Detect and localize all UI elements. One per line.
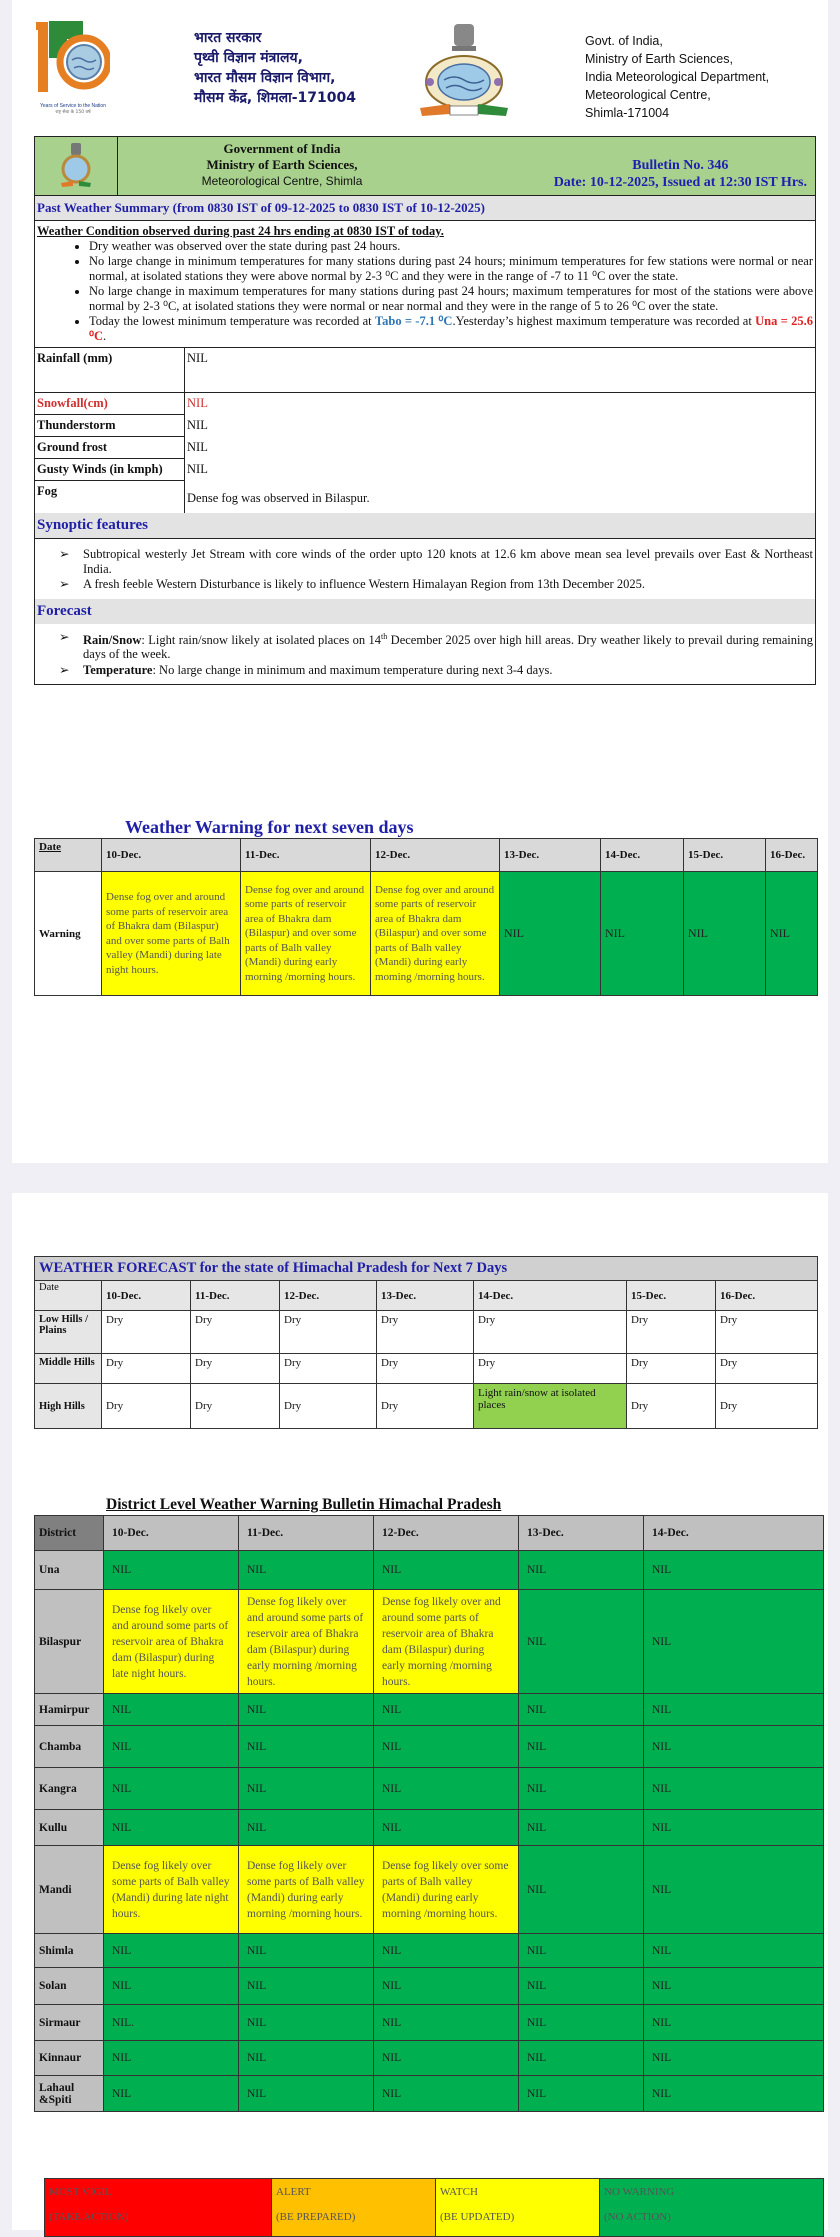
condition-item-extremes <box>89 314 813 343</box>
district-warning-cell: NIL <box>519 1968 644 2005</box>
district-warning-cell: NIL <box>644 1551 824 1590</box>
warning-cell: NIL <box>766 872 818 996</box>
district-name: Chamba <box>35 1726 104 1768</box>
forecast-row <box>35 1354 818 1384</box>
bulletin-number: Bulletin No. 346 <box>632 158 729 173</box>
imd-150-years-logo <box>36 18 110 116</box>
bulletin-meta <box>554 157 807 191</box>
district-warning-cell: NIL <box>239 1694 374 1726</box>
synoptic-item <box>59 547 813 576</box>
forecast-item-rain <box>59 629 813 662</box>
synoptic-text: Subtropical westerly Jet Stream with core winds of the order upto 120 knots at 12.6 km above mean sea level prevails over East & Northeast India. <box>83 547 813 576</box>
english-line: Govt. of India, <box>585 34 663 48</box>
district-warning-cell: NIL <box>644 1846 824 1934</box>
district-warning-cell: NIL <box>239 2076 374 2112</box>
district-warning-cell: NIL <box>374 1694 519 1726</box>
date-col: 14-Dec. <box>644 1516 824 1551</box>
forecast-cell: Dry <box>377 1354 474 1384</box>
warning-cell: NIL <box>684 872 766 996</box>
district-name: Kullu <box>35 1810 104 1846</box>
hindi-address <box>194 28 356 108</box>
condition-title: Weather Condition observed during past 24 hrs ending at 0830 IST of today. <box>37 224 444 238</box>
warning-cell: Dense fog over and around some parts of reservoir area of Bhakra dam (Bilaspur) and over some parts of Balh valley (Mandi) during late night hours. <box>102 872 241 996</box>
bulletin-header <box>35 137 815 196</box>
district-warning-cell: NIL <box>644 1768 824 1810</box>
obs-value: NIL <box>187 462 208 476</box>
district-warning-cell: NIL <box>519 1694 644 1726</box>
date-col: 11-Dec. <box>191 1281 280 1311</box>
district-warning-cell: NIL <box>374 2041 519 2076</box>
obs-label: Ground frost <box>35 437 185 459</box>
district-warning-cell: NIL <box>374 1768 519 1810</box>
forecast-row <box>35 1384 818 1429</box>
district-warning-cell: NIL. <box>104 2005 239 2041</box>
date-col: 15-Dec. <box>627 1281 716 1311</box>
district-warning-cell: Dense fog likely over some parts of Balh valley (Mandi) during early morning /morning hours. <box>374 1846 519 1934</box>
arrow-bullet-icon: ➢ <box>59 547 70 561</box>
region-label: Middle Hills <box>35 1354 102 1384</box>
obs-ground-frost <box>35 437 815 459</box>
obs-value: NIL <box>187 351 208 365</box>
district-row <box>35 1694 824 1726</box>
date-col: 16-Dec. <box>716 1281 818 1311</box>
legend-title: NO WARNING <box>604 2186 675 2198</box>
warning-row <box>35 872 818 996</box>
forecast-cell: Dry <box>280 1354 377 1384</box>
page-2 <box>12 1193 828 2230</box>
district-row <box>35 1968 824 2005</box>
district-warning-cell: NIL <box>104 1934 239 1968</box>
small-emblem <box>35 137 118 195</box>
obs-label: Snowfall(cm) <box>35 393 185 415</box>
legend-title: ALERT <box>276 2186 311 2198</box>
district-warning-cell: Dense fog likely over some parts of Balh valley (Mandi) during late night hours. <box>104 1846 239 1934</box>
warning-header-row <box>35 839 818 872</box>
forecast-row <box>35 1311 818 1354</box>
legend-title: MOST VIGIL <box>49 2186 112 2198</box>
district-warning-cell: Dense fog likely over and around some parts of reservoir area of Bhakra dam (Bilaspur) during early morning /morning hours. <box>374 1590 519 1694</box>
warning-table <box>34 838 818 996</box>
forecast-title-row <box>35 1257 818 1281</box>
logo-tagline: Years of Service to the Nation <box>40 103 106 109</box>
district-warning-cell: NIL <box>644 2076 824 2112</box>
arrow-bullet-icon: ➢ <box>59 662 70 677</box>
district-warning-cell: NIL <box>104 1551 239 1590</box>
district-warning-cell: NIL <box>519 2076 644 2112</box>
temp-label: Temperature <box>83 662 153 677</box>
district-warning-cell: NIL <box>239 1934 374 1968</box>
date-header: Date <box>35 1281 102 1311</box>
warning-cell: Dense fog over and around some parts of reservoir area of Bhakra dam (Bilaspur) and over some parts of Balh valley (Mandi) during early morning /morning hours. <box>241 872 371 996</box>
district-row <box>35 1810 824 1846</box>
forecast-cell: Dry <box>102 1384 191 1429</box>
obs-label: Gusty Winds (in kmph) <box>35 459 185 481</box>
forecast-item-temp <box>59 662 813 678</box>
district-name: Shimla <box>35 1934 104 1968</box>
forecast-cell: Dry <box>716 1354 818 1384</box>
warning-cell: NIL <box>500 872 601 996</box>
date-col: 11-Dec. <box>241 839 371 872</box>
date-col: 12-Dec. <box>371 839 500 872</box>
district-warning-cell: NIL <box>104 1768 239 1810</box>
district-warning-cell: NIL <box>374 2005 519 2041</box>
hindi-line: भारत मौसम विज्ञान विभाग, <box>194 70 336 86</box>
region-label: High Hills <box>35 1384 102 1429</box>
forecast-heading: Forecast <box>35 599 815 624</box>
district-warning-cell: NIL <box>519 1768 644 1810</box>
forecast-cell: Dry <box>474 1311 627 1354</box>
district-warning-cell: NIL <box>519 1810 644 1846</box>
district-warning-cell: NIL <box>644 1726 824 1768</box>
arrow-bullet-icon: ➢ <box>59 577 70 591</box>
forecast-cell: Dry <box>474 1354 627 1384</box>
district-header: District <box>35 1516 104 1551</box>
district-warning-cell: NIL <box>239 2041 374 2076</box>
legend-subtitle: (BE PREPARED) <box>276 2211 356 2223</box>
warning-title: Weather Warning for next seven days <box>125 817 414 837</box>
district-warning-cell: NIL <box>374 1934 519 1968</box>
legend-item <box>45 2179 272 2236</box>
condition-item: • No large change in maximum temperatures for many stations during past 24 hours; maximum temperatures for most of the stations were above normal by 2-3 ⁰C, at isolated stations they were normal or near normal and they were in the range of 5 to 26 ⁰C over the state. <box>89 284 813 313</box>
forecast-cell: Dry <box>102 1311 191 1354</box>
date-col: 16-Dec. <box>766 839 818 872</box>
obs-value: NIL <box>187 440 208 454</box>
imd-emblem <box>416 22 512 122</box>
obs-fog <box>35 481 815 513</box>
district-warning-cell: NIL <box>239 2005 374 2041</box>
district-name: Bilaspur <box>35 1590 104 1694</box>
extreme-post: . <box>103 328 107 343</box>
legend-item <box>272 2179 436 2236</box>
gov-title: Government of India <box>223 141 341 156</box>
bulletin-org <box>117 141 447 189</box>
district-warning-cell: NIL <box>644 1590 824 1694</box>
synoptic-text: A fresh feeble Western Disturbance is likely to influence Western Himalayan Region from 13th December 2025. <box>83 577 645 591</box>
condition-list <box>37 239 813 344</box>
forecast-cell: Dry <box>280 1384 377 1429</box>
forecast-cell: Dry <box>716 1384 818 1429</box>
district-name: Kangra <box>35 1768 104 1810</box>
warning-cell: Dense fog over and around some parts of reservoir area of Bhakra dam (Bilaspur) and over some parts of Balh valley (Mandi) during early moming /morning hours. <box>371 872 500 996</box>
date-col: 10-Dec. <box>102 839 241 872</box>
weather-condition <box>35 221 815 347</box>
date-col: 14-Dec. <box>474 1281 627 1311</box>
date-col: 13-Dec. <box>519 1516 644 1551</box>
district-warning-cell: NIL <box>519 1846 644 1934</box>
warning-label: Warning <box>35 872 102 996</box>
obs-snowfall <box>35 392 815 415</box>
district-warning-cell: NIL <box>519 2041 644 2076</box>
legend-title: WATCH <box>440 2186 478 2198</box>
district-warning-cell: NIL <box>104 2041 239 2076</box>
condition-item: • No large change in minimum temperatures for many stations during past 24 hours; minimum temperatures for few stations were normal or near normal, at isolated stations they were above normal by 2-3 ⁰C and they were in the range of -7 to 11 ⁰C over the state. <box>89 254 813 283</box>
forecast-cell: Dry <box>377 1384 474 1429</box>
forecast-table <box>34 1256 818 1429</box>
district-name: Lahaul &Spiti <box>35 2076 104 2112</box>
district-row <box>35 1590 824 1694</box>
district-warning-cell: Dense fog likely over some parts of Balh valley (Mandi) during early morning /morning hours. <box>239 1846 374 1934</box>
forecast-table-title: WEATHER FORECAST for the state of Himachal Pradesh for Next 7 Days <box>35 1257 818 1281</box>
district-warning-cell: NIL <box>104 1810 239 1846</box>
district-warning-cell: NIL <box>239 1551 374 1590</box>
hindi-line: मौसम केंद्र, शिमला-171004 <box>194 90 356 106</box>
max-temp-station: Una = 25.6 ⁰C <box>89 314 813 343</box>
district-warning-cell: NIL <box>104 1726 239 1768</box>
district-warning-cell: NIL <box>239 1768 374 1810</box>
arrow-bullet-icon: ➢ <box>59 629 70 644</box>
district-header-row <box>35 1516 824 1551</box>
district-warning-cell: NIL <box>519 2005 644 2041</box>
english-line: Ministry of Earth Sciences, <box>585 52 733 66</box>
date-header: Date <box>35 839 102 872</box>
date-col: 13-Dec. <box>500 839 601 872</box>
date-col: 12-Dec. <box>280 1281 377 1311</box>
district-row <box>35 1846 824 1934</box>
english-address <box>585 32 769 122</box>
district-warning-cell: NIL <box>374 1810 519 1846</box>
english-line: Shimla-171004 <box>585 106 670 120</box>
rain-text: : Light rain/snow likely at isolated places on 14 <box>141 632 382 647</box>
legend-item <box>600 2179 823 2236</box>
condition-item: • Dry weather was observed over the state during past 24 hours. <box>89 239 813 254</box>
date-col: 12-Dec. <box>374 1516 519 1551</box>
warning-cell: NIL <box>601 872 684 996</box>
district-warning-cell: NIL <box>644 1968 824 2005</box>
district-name: Una <box>35 1551 104 1590</box>
district-name: Sirmaur <box>35 2005 104 2041</box>
forecast-cell: Dry <box>627 1311 716 1354</box>
district-name: Hamirpur <box>35 1694 104 1726</box>
forecast-list <box>35 624 815 685</box>
date-col: 10-Dec. <box>102 1281 191 1311</box>
district-warning-cell: NIL <box>374 1726 519 1768</box>
district-title: District Level Weather Warning Bulletin Himachal Pradesh <box>106 1496 502 1513</box>
forecast-cell: Dry <box>102 1354 191 1384</box>
district-warning-cell: NIL <box>239 1726 374 1768</box>
hindi-line: भारत सरकार <box>194 30 262 46</box>
district-warning-cell: NIL <box>104 1968 239 2005</box>
bulletin-date: Date: 10-12-2025, Issued at 12:30 IST Hrs. <box>553 175 807 190</box>
district-warning-cell: Dense fog likely over and around some parts of reservoir area of Bhakra dam (Bilaspur) during early morning /morning hours. <box>239 1590 374 1694</box>
district-warning-cell: NIL <box>519 1726 644 1768</box>
temp-text: : No large change in minimum and maximum temperature during next 3-4 days. <box>152 662 553 677</box>
district-warning-cell: NIL <box>104 1694 239 1726</box>
hindi-line: पृथ्वी विज्ञान मंत्रालय, <box>194 50 303 66</box>
district-warning-cell: NIL <box>104 2076 239 2112</box>
forecast-cell: Dry <box>627 1384 716 1429</box>
centre-title: Meteorological Centre, Shimla <box>201 174 363 188</box>
logo-tagline-hindi: राष्ट्र सेवा के 150 वर्ष <box>55 110 91 115</box>
english-line: Meteorological Centre, <box>585 88 711 102</box>
legend-subtitle: (NO ACTION) <box>604 2211 671 2223</box>
forecast-cell: Light rain/snow at isolated places <box>474 1384 627 1429</box>
district-warning-cell: NIL <box>519 1934 644 1968</box>
district-name: Solan <box>35 1968 104 2005</box>
date-col: 10-Dec. <box>104 1516 239 1551</box>
district-table <box>34 1515 824 2112</box>
date-col: 13-Dec. <box>377 1281 474 1311</box>
forecast-cell: Dry <box>377 1311 474 1354</box>
district-name: Mandi <box>35 1846 104 1934</box>
legend-subtitle: (BE UPDATED) <box>440 2211 515 2223</box>
bulletin-box <box>34 136 816 685</box>
district-warning-cell: NIL <box>239 1968 374 2005</box>
synoptic-heading: Synoptic features <box>35 513 815 539</box>
page-1 <box>12 0 828 1163</box>
warning-legend <box>44 2178 824 2237</box>
rain-label: Rain/Snow <box>83 632 142 647</box>
obs-label: Rainfall (mm) <box>35 348 185 392</box>
forecast-cell: Dry <box>191 1384 280 1429</box>
district-warning-cell: NIL <box>644 1694 824 1726</box>
district-warning-cell: NIL <box>374 2076 519 2112</box>
obs-rainfall <box>35 347 815 392</box>
synoptic-item <box>59 577 813 592</box>
region-label: Low Hills / Plains <box>35 1311 102 1354</box>
rain-text-b: December 2025 over high hill areas. Dry weather likely to prevail during remaining days of the week. <box>83 632 813 662</box>
district-warning-cell: NIL <box>519 1551 644 1590</box>
district-warning-cell: NIL <box>644 1934 824 1968</box>
synoptic-list <box>35 539 815 599</box>
district-warning-cell: NIL <box>644 2041 824 2076</box>
legend-item <box>436 2179 600 2236</box>
obs-thunderstorm <box>35 415 815 437</box>
forecast-cell: Dry <box>191 1311 280 1354</box>
district-row <box>35 1768 824 1810</box>
district-warning-cell: NIL <box>374 1551 519 1590</box>
rain-sup: th <box>381 631 388 641</box>
forecast-header-row <box>35 1281 818 1311</box>
extreme-pre: Today the lowest minimum temperature was recorded at <box>89 314 375 328</box>
forecast-cell: Dry <box>716 1311 818 1354</box>
district-row <box>35 2076 824 2112</box>
district-warning-cell: NIL <box>644 1810 824 1846</box>
district-row <box>35 2005 824 2041</box>
english-line: India Meteorological Department, <box>585 70 770 84</box>
date-col: 14-Dec. <box>601 839 684 872</box>
obs-label: Thunderstorm <box>35 415 185 437</box>
obs-value: Dense fog was observed in Bilaspur. <box>187 491 370 505</box>
district-name: Kinnaur <box>35 2041 104 2076</box>
legend-subtitle: (TAKE ACTION) <box>49 2211 129 2223</box>
district-warning-cell: NIL <box>644 2005 824 2041</box>
obs-label: Fog <box>35 481 185 513</box>
district-row <box>35 2041 824 2076</box>
ministry-title: Ministry of Earth Sciences, <box>206 157 358 172</box>
obs-value: NIL <box>187 396 208 410</box>
district-warning-cell: NIL <box>239 1810 374 1846</box>
obs-gusty-winds <box>35 459 815 481</box>
date-col: 11-Dec. <box>239 1516 374 1551</box>
district-row <box>35 1726 824 1768</box>
district-warning-cell: NIL <box>519 1590 644 1694</box>
forecast-cell: Dry <box>627 1354 716 1384</box>
date-col: 15-Dec. <box>684 839 766 872</box>
district-row <box>35 1934 824 1968</box>
extreme-mid: .Yesterday’s highest maximum temperature was recorded at <box>452 314 756 328</box>
forecast-cell: Dry <box>280 1311 377 1354</box>
past-weather-heading: Past Weather Summary (from 0830 IST of 09-12-2025 to 0830 IST of 10-12-2025) <box>35 196 815 221</box>
forecast-cell: Dry <box>191 1354 280 1384</box>
obs-value: NIL <box>187 418 208 432</box>
min-temp-station: Tabo = -7.1 ⁰C <box>374 314 453 328</box>
district-row <box>35 1551 824 1590</box>
district-warning-cell: Dense fog likely over and around some parts of reservoir area of Bhakra dam (Bilaspur) during late night hours. <box>104 1590 239 1694</box>
district-warning-cell: NIL <box>374 1968 519 2005</box>
